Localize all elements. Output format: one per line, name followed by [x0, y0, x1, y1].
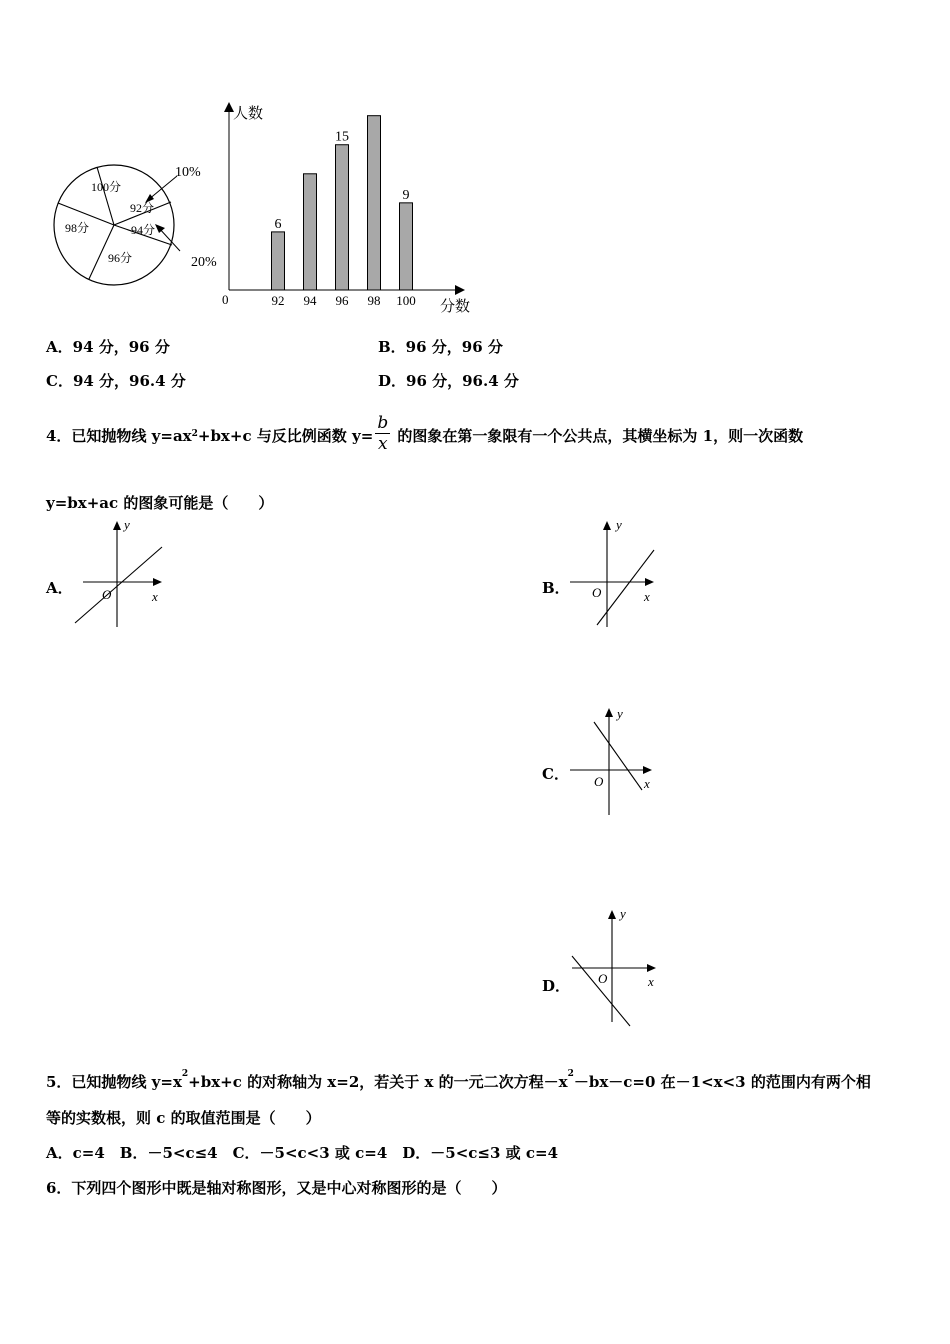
q4-option-b-label[interactable]: B．: [542, 579, 570, 597]
function-line: [597, 550, 654, 625]
pie-label-94: 94分: [131, 223, 156, 237]
function-line: [572, 956, 630, 1026]
callout-10-percent: 10%: [175, 165, 201, 180]
fraction-b-over-x: [375, 413, 390, 454]
q5-stem-line1: [46, 1071, 871, 1092]
origin-label: O: [102, 587, 112, 602]
exponent: 2: [191, 429, 198, 439]
q5-text-b: +bx+c 的对称轴为 x=2，若关于 x 的一元二次方程－x: [188, 1073, 568, 1091]
origin-label: O: [592, 585, 602, 600]
exponent: 2: [567, 1069, 574, 1079]
pie-label-98: 98分: [65, 221, 90, 235]
x-label: x: [644, 776, 650, 791]
x-axis-arrow: [643, 766, 652, 774]
x-axis-arrow: [645, 578, 654, 586]
data-label-96: 15: [335, 129, 349, 145]
tick-label-100: 100: [396, 293, 416, 308]
tick-label-94: 94: [303, 293, 317, 308]
exponent: 2: [181, 1069, 189, 1079]
y-label: y: [620, 906, 626, 921]
bar-96: [336, 145, 349, 290]
q4-option-d-graph[interactable]: [562, 900, 672, 1030]
data-label-92: 6: [274, 216, 282, 232]
y-label: y: [616, 517, 622, 532]
q3-option-b[interactable]: B．96 分，96 分: [378, 338, 503, 356]
y-axis-label: 人数: [233, 106, 264, 122]
bar-series: [272, 116, 416, 308]
q4-option-c-graph[interactable]: [562, 700, 672, 820]
fraction-numerator: b: [377, 412, 389, 433]
q4-stem-line1: [46, 408, 803, 464]
x-label: x: [644, 589, 650, 604]
x-axis-arrow: [455, 285, 465, 295]
data-label-100: 9: [402, 187, 410, 203]
origin-label: O: [594, 774, 604, 789]
q5-text-a: 5．已知抛物线 y=x: [46, 1073, 182, 1091]
q4-option-d-label[interactable]: D．: [542, 977, 571, 995]
q3-option-c[interactable]: C．94 分，96.4 分: [46, 372, 186, 390]
q4-option-a-label[interactable]: A．: [46, 579, 73, 597]
pie-label-100: 100分: [91, 180, 122, 194]
q4-text-c: 的图象在第一象限有一个公共点，其横坐标为 1，则一次函数: [392, 427, 804, 445]
y-axis-arrow: [113, 521, 121, 530]
q5-text-c: －bx－c=0 在－1<x<3 的范围内有两个相: [573, 1073, 871, 1091]
x-axis-arrow: [647, 964, 656, 972]
pie-chart: [40, 150, 225, 295]
q5-stem-line2: 等的实数根，则 c 的取值范围是（ ）: [46, 1109, 321, 1127]
bar-100: [400, 203, 413, 290]
q4-option-c-label[interactable]: C．: [542, 765, 569, 783]
fraction-denominator: x: [377, 433, 388, 454]
y-axis-arrow: [605, 708, 613, 717]
y-label: y: [617, 706, 623, 721]
bar-chart: [210, 98, 480, 318]
x-axis-label: 分数: [440, 299, 471, 315]
tick-label-98: 98: [367, 293, 381, 308]
y-label: y: [124, 517, 130, 532]
pie-label-92: 92分: [130, 201, 155, 215]
origin-label: 0: [222, 292, 229, 307]
bar-94: [304, 174, 317, 290]
callout-20-percent: 20%: [191, 255, 217, 270]
function-line: [75, 547, 162, 623]
y-axis-arrow: [608, 910, 616, 919]
pie-label-96: 96分: [108, 251, 133, 265]
x-axis-arrow: [153, 578, 162, 586]
origin-label: O: [598, 971, 608, 986]
bar-98: [368, 116, 381, 290]
y-axis-arrow: [603, 521, 611, 530]
q3-option-a[interactable]: A．94 分，96 分: [46, 338, 170, 356]
q4-option-b-graph[interactable]: [562, 515, 672, 633]
q4-text-b: +bx+c 与反比例函数 y=: [197, 427, 374, 445]
tick-label-92: 92: [271, 293, 285, 308]
q4-stem-line2: y=bx+ac 的图象可能是（ ）: [46, 494, 274, 512]
bar-92: [272, 232, 285, 290]
q4-option-a-graph[interactable]: [68, 515, 178, 633]
q3-option-d[interactable]: D．96 分，96.4 分: [378, 372, 519, 390]
q6-stem: 6．下列四个图形中既是轴对称图形，又是中心对称图形的是（ ）: [46, 1179, 507, 1197]
tick-label-96: 96: [335, 293, 349, 308]
q5-options[interactable]: A．c=4 B．－5<c≤4 C．－5<c<3 或 c=4 D．－5<c≤3 或 c=4: [46, 1144, 559, 1162]
x-label: x: [152, 589, 158, 604]
x-label: x: [648, 974, 654, 989]
q4-text-a: 4．已知抛物线 y=ax: [46, 427, 192, 445]
